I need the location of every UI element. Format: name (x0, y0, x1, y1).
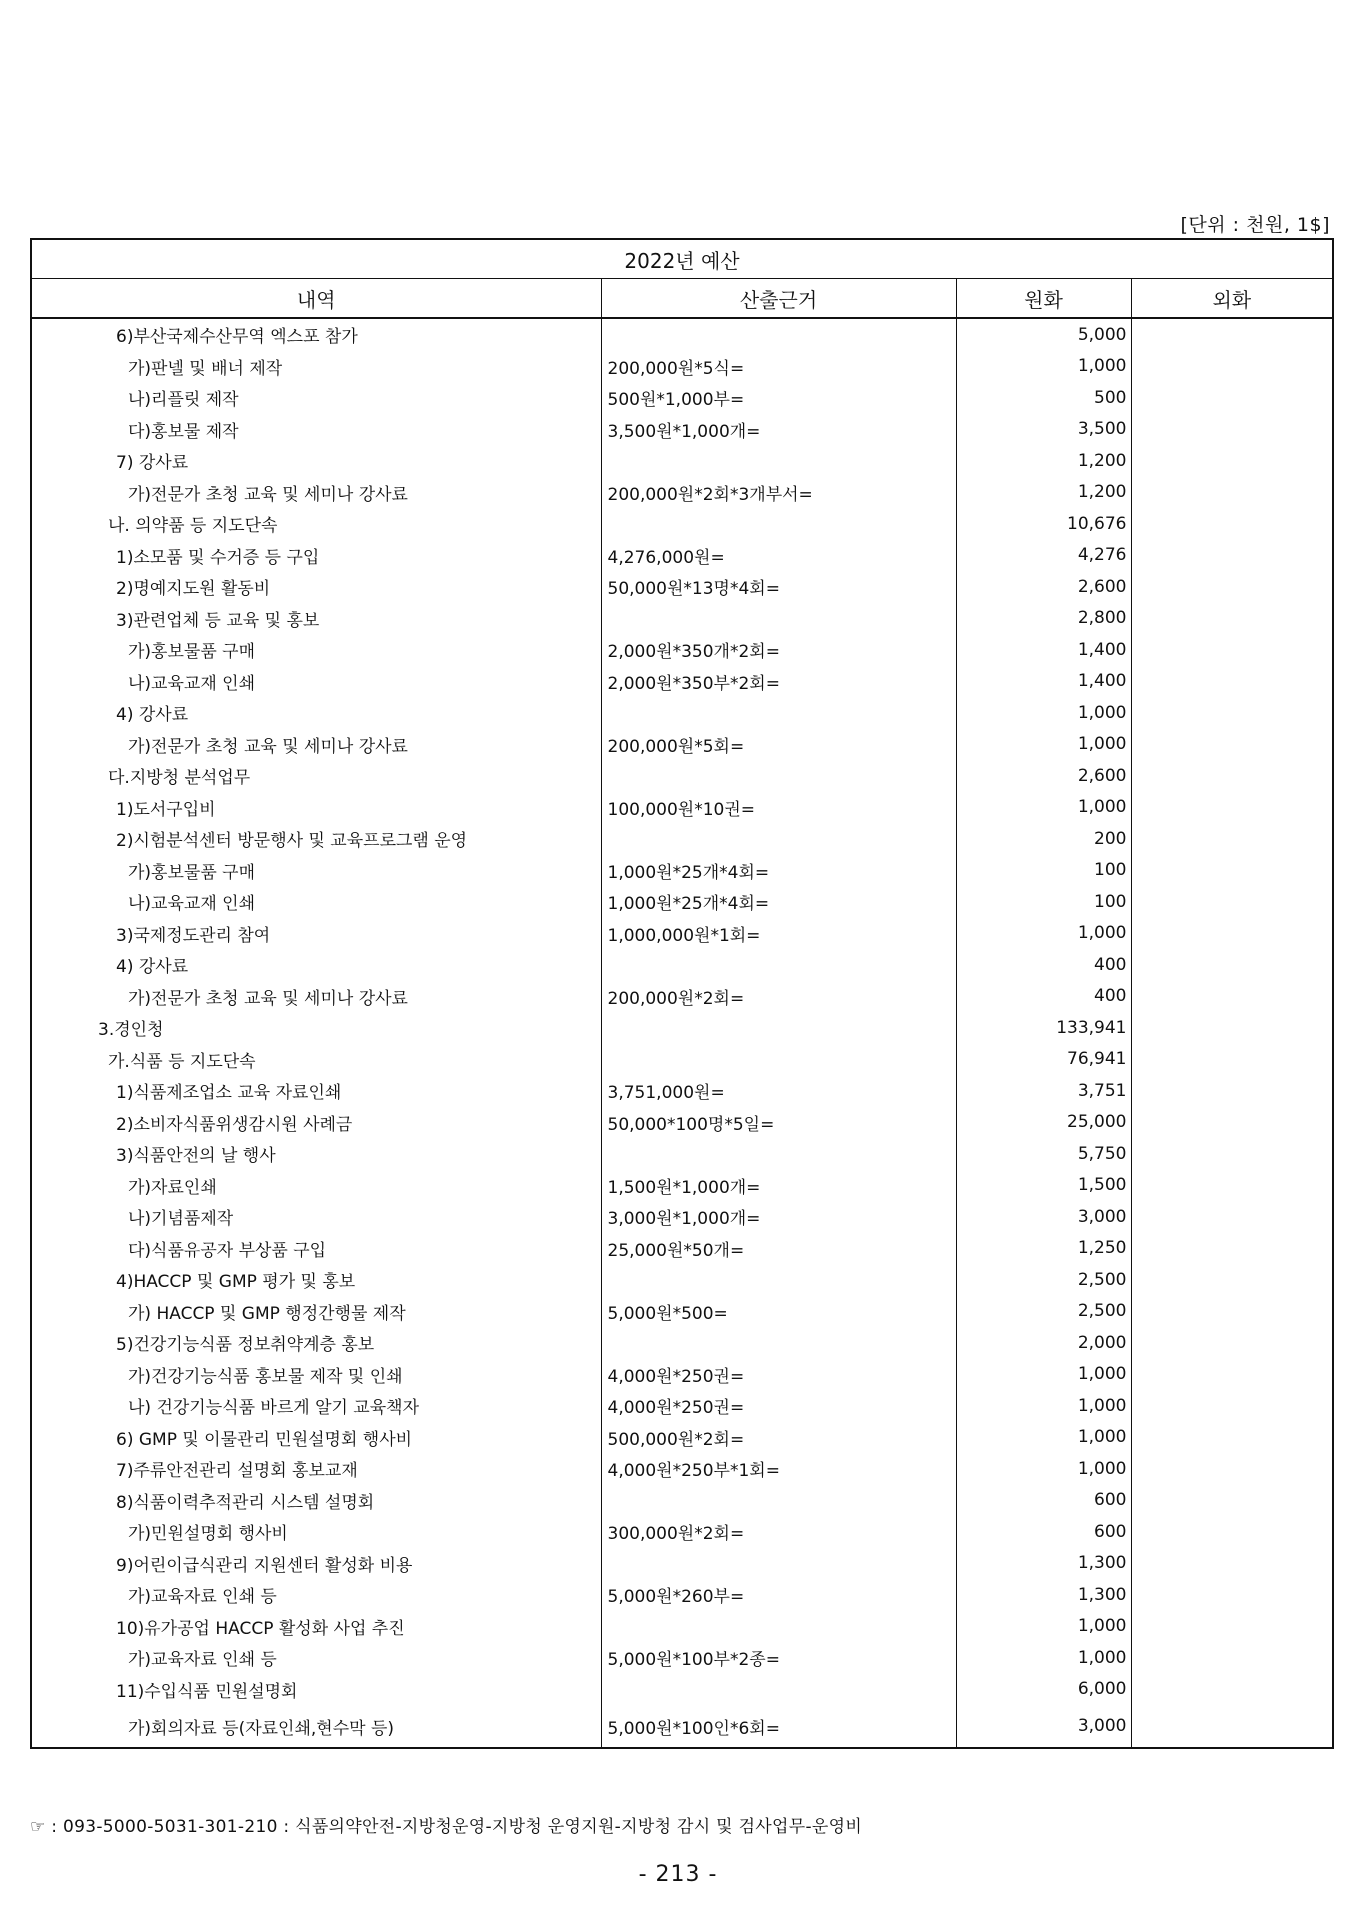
row-won-cell: 25,000 (956, 1107, 1131, 1139)
table-row (31, 1611, 1333, 1643)
column-header-foreign: 외화 (1131, 279, 1333, 319)
row-item-cell: 나)교육교재 인쇄 (31, 886, 601, 918)
row-basis-cell: 3,751,000원= (601, 1075, 956, 1107)
row-basis-cell: 5,000원*260부= (601, 1579, 956, 1611)
row-basis-cell (601, 1012, 956, 1044)
row-item-cell: 4)HACCP 및 GMP 평가 및 홍보 (31, 1264, 601, 1296)
table-row (31, 1296, 1333, 1328)
row-item-cell: 6)부산국제수산무역 엑스포 참가 (31, 318, 601, 351)
table-row (31, 949, 1333, 981)
row-won-cell: 1,000 (956, 697, 1131, 729)
row-foreign-cell (1131, 477, 1333, 509)
row-item-cell: 1)도서구입비 (31, 792, 601, 824)
row-won-cell: 1,000 (956, 1453, 1131, 1485)
row-won-cell: 1,200 (956, 477, 1131, 509)
table-row (31, 414, 1333, 446)
table-row (31, 1201, 1333, 1233)
table-row (31, 1012, 1333, 1044)
row-foreign-cell (1131, 1516, 1333, 1548)
row-item-cell: 3)국제정도관리 참여 (31, 918, 601, 950)
row-won-cell: 1,000 (956, 1611, 1131, 1643)
table-row (31, 1453, 1333, 1485)
table-row (31, 823, 1333, 855)
row-item-cell: 다)식품유공자 부상품 구입 (31, 1233, 601, 1265)
table-row (31, 351, 1333, 383)
row-basis-cell (601, 318, 956, 351)
row-basis-cell (601, 1327, 956, 1359)
row-basis-cell: 50,000*100명*5일= (601, 1107, 956, 1139)
row-basis-cell: 4,000원*250권= (601, 1390, 956, 1422)
row-won-cell: 200 (956, 823, 1131, 855)
row-item-cell: 10)유가공업 HACCP 활성화 사업 추진 (31, 1611, 601, 1643)
row-basis-cell: 200,000원*5식= (601, 351, 956, 383)
row-basis-cell (601, 508, 956, 540)
row-won-cell: 5,000 (956, 318, 1131, 351)
row-basis-cell (601, 760, 956, 792)
table-row (31, 1138, 1333, 1170)
row-won-cell: 1,000 (956, 792, 1131, 824)
row-foreign-cell (1131, 1233, 1333, 1265)
table-row (31, 1516, 1333, 1548)
table-row (31, 1107, 1333, 1139)
row-foreign-cell (1131, 981, 1333, 1013)
row-basis-cell: 1,000원*25개*4회= (601, 886, 956, 918)
row-won-cell: 3,000 (956, 1705, 1131, 1748)
row-foreign-cell (1131, 414, 1333, 446)
row-won-cell: 400 (956, 981, 1131, 1013)
row-won-cell: 3,500 (956, 414, 1131, 446)
row-item-cell: 가)교육자료 인쇄 등 (31, 1642, 601, 1674)
row-basis-cell: 1,500원*1,000개= (601, 1170, 956, 1202)
row-won-cell: 600 (956, 1516, 1131, 1548)
row-basis-cell (601, 1674, 956, 1706)
row-basis-cell: 1,000원*25개*4회= (601, 855, 956, 887)
table-row (31, 508, 1333, 540)
row-foreign-cell (1131, 1138, 1333, 1170)
column-header-won: 원화 (956, 279, 1131, 319)
row-foreign-cell (1131, 949, 1333, 981)
row-item-cell: 2)시험분석센터 방문행사 및 교육프로그램 운영 (31, 823, 601, 855)
table-row (31, 1327, 1333, 1359)
row-basis-cell: 5,000원*500= (601, 1296, 956, 1328)
row-item-cell: 나) 건강기능식품 바르게 알기 교육책자 (31, 1390, 601, 1422)
row-item-cell: 3.경인청 (31, 1012, 601, 1044)
row-foreign-cell (1131, 1296, 1333, 1328)
table-row (31, 760, 1333, 792)
table-row (31, 1390, 1333, 1422)
row-won-cell: 500 (956, 382, 1131, 414)
row-basis-cell: 5,000원*100인*6회= (601, 1705, 956, 1748)
row-foreign-cell (1131, 1453, 1333, 1485)
row-foreign-cell (1131, 382, 1333, 414)
row-foreign-cell (1131, 1548, 1333, 1580)
row-foreign-cell (1131, 634, 1333, 666)
row-basis-cell: 2,000원*350부*2회= (601, 666, 956, 698)
table-row (31, 1170, 1333, 1202)
row-item-cell: 가) HACCP 및 GMP 행정간행물 제작 (31, 1296, 601, 1328)
row-won-cell: 400 (956, 949, 1131, 981)
table-row (31, 1264, 1333, 1296)
table-row (31, 1075, 1333, 1107)
budget-table (30, 238, 1334, 1749)
table-row (31, 445, 1333, 477)
row-foreign-cell (1131, 351, 1333, 383)
table-row (31, 1705, 1333, 1748)
table-row (31, 981, 1333, 1013)
row-foreign-cell (1131, 1107, 1333, 1139)
row-won-cell: 1,000 (956, 918, 1131, 950)
row-foreign-cell (1131, 603, 1333, 635)
row-won-cell: 1,000 (956, 1422, 1131, 1454)
table-row (31, 1485, 1333, 1517)
row-foreign-cell (1131, 729, 1333, 761)
row-foreign-cell (1131, 508, 1333, 540)
row-item-cell: 4) 강사료 (31, 949, 601, 981)
row-item-cell: 나)교육교재 인쇄 (31, 666, 601, 698)
row-item-cell: 3)식품안전의 날 행사 (31, 1138, 601, 1170)
table-row (31, 318, 1333, 351)
row-foreign-cell (1131, 1264, 1333, 1296)
row-won-cell: 1,500 (956, 1170, 1131, 1202)
row-won-cell: 600 (956, 1485, 1131, 1517)
row-item-cell: 7)주류안전관리 설명회 홍보교재 (31, 1453, 601, 1485)
row-foreign-cell (1131, 855, 1333, 887)
table-row (31, 1548, 1333, 1580)
row-won-cell: 1,300 (956, 1579, 1131, 1611)
row-basis-cell: 3,000원*1,000개= (601, 1201, 956, 1233)
table-row (31, 855, 1333, 887)
table-row (31, 634, 1333, 666)
row-basis-cell (601, 1548, 956, 1580)
row-item-cell: 가)판넬 및 배너 제작 (31, 351, 601, 383)
table-row (31, 1359, 1333, 1391)
row-foreign-cell (1131, 1485, 1333, 1517)
row-item-cell: 가)전문가 초청 교육 및 세미나 강사료 (31, 729, 601, 761)
column-header-item: 내역 (31, 279, 601, 319)
row-won-cell: 2,500 (956, 1296, 1131, 1328)
footnote: ☞ : 093-5000-5031-301-210 : 식품의약안전-지방청운영-지방청 운영지원-지방청 감시 및 검사업무-운영비 (30, 1817, 863, 1837)
table-row (31, 729, 1333, 761)
row-basis-cell: 3,500원*1,000개= (601, 414, 956, 446)
table-row (31, 886, 1333, 918)
row-won-cell: 1,400 (956, 634, 1131, 666)
row-item-cell: 가)회의자료 등(자료인쇄,현수막 등) (31, 1705, 601, 1748)
row-item-cell: 11)수입식품 민원설명회 (31, 1674, 601, 1706)
row-item-cell: 7) 강사료 (31, 445, 601, 477)
row-won-cell: 3,751 (956, 1075, 1131, 1107)
table-body (31, 318, 1333, 1748)
row-won-cell: 10,676 (956, 508, 1131, 540)
row-item-cell: 가)홍보물품 구매 (31, 634, 601, 666)
row-basis-cell: 100,000원*10권= (601, 792, 956, 824)
row-basis-cell: 2,000원*350개*2회= (601, 634, 956, 666)
row-foreign-cell (1131, 540, 1333, 572)
row-basis-cell: 4,000원*250권= (601, 1359, 956, 1391)
row-foreign-cell (1131, 571, 1333, 603)
row-won-cell: 4,276 (956, 540, 1131, 572)
row-item-cell: 1)식품제조업소 교육 자료인쇄 (31, 1075, 601, 1107)
row-basis-cell (601, 697, 956, 729)
row-basis-cell: 50,000원*13명*4회= (601, 571, 956, 603)
row-won-cell: 3,000 (956, 1201, 1131, 1233)
row-won-cell: 1,000 (956, 351, 1131, 383)
row-item-cell: 1)소모품 및 수거증 등 구입 (31, 540, 601, 572)
row-won-cell: 2,600 (956, 760, 1131, 792)
row-item-cell: 다)홍보물 제작 (31, 414, 601, 446)
row-basis-cell (601, 1264, 956, 1296)
row-foreign-cell (1131, 1075, 1333, 1107)
row-won-cell: 76,941 (956, 1044, 1131, 1076)
row-won-cell: 1,000 (956, 729, 1131, 761)
row-foreign-cell (1131, 823, 1333, 855)
row-won-cell: 1,000 (956, 1642, 1131, 1674)
row-basis-cell: 500원*1,000부= (601, 382, 956, 414)
row-item-cell: 가)홍보물품 구매 (31, 855, 601, 887)
row-basis-cell (601, 1611, 956, 1643)
row-item-cell: 다.지방청 분석업무 (31, 760, 601, 792)
row-foreign-cell (1131, 1642, 1333, 1674)
row-item-cell: 8)식품이력추적관리 시스템 설명회 (31, 1485, 601, 1517)
row-basis-cell: 4,000원*250부*1회= (601, 1453, 956, 1485)
unit-label: [단위 : 천원, 1$] (1180, 214, 1330, 236)
row-won-cell: 100 (956, 855, 1131, 887)
row-basis-cell (601, 1138, 956, 1170)
row-won-cell: 133,941 (956, 1012, 1131, 1044)
row-foreign-cell (1131, 666, 1333, 698)
row-foreign-cell (1131, 760, 1333, 792)
row-basis-cell: 300,000원*2회= (601, 1516, 956, 1548)
row-foreign-cell (1131, 1422, 1333, 1454)
row-item-cell: 2)소비자식품위생감시원 사례금 (31, 1107, 601, 1139)
row-won-cell: 6,000 (956, 1674, 1131, 1706)
row-won-cell: 1,000 (956, 1359, 1131, 1391)
row-item-cell: 2)명예지도원 활동비 (31, 571, 601, 603)
row-won-cell: 2,500 (956, 1264, 1131, 1296)
row-item-cell: 나. 의약품 등 지도단속 (31, 508, 601, 540)
row-item-cell: 6) GMP 및 이물관리 민원설명회 행사비 (31, 1422, 601, 1454)
row-item-cell: 가)교육자료 인쇄 등 (31, 1579, 601, 1611)
row-foreign-cell (1131, 1579, 1333, 1611)
row-basis-cell (601, 1485, 956, 1517)
row-won-cell: 1,250 (956, 1233, 1131, 1265)
row-won-cell: 100 (956, 886, 1131, 918)
table-row (31, 918, 1333, 950)
table-row (31, 1422, 1333, 1454)
row-foreign-cell (1131, 1044, 1333, 1076)
row-item-cell: 가)민원설명회 행사비 (31, 1516, 601, 1548)
table-row (31, 1579, 1333, 1611)
row-won-cell: 1,300 (956, 1548, 1131, 1580)
row-basis-cell: 200,000원*2회*3개부서= (601, 477, 956, 509)
table-row (31, 1642, 1333, 1674)
row-basis-cell: 5,000원*100부*2종= (601, 1642, 956, 1674)
table-row (31, 1044, 1333, 1076)
row-won-cell: 2,000 (956, 1327, 1131, 1359)
row-foreign-cell (1131, 1705, 1333, 1748)
page-number: - 213 - (638, 1862, 718, 1887)
row-item-cell: 나)리플릿 제작 (31, 382, 601, 414)
table-row (31, 1233, 1333, 1265)
row-foreign-cell (1131, 1170, 1333, 1202)
row-foreign-cell (1131, 1012, 1333, 1044)
row-won-cell: 1,000 (956, 1390, 1131, 1422)
row-basis-cell: 500,000원*2회= (601, 1422, 956, 1454)
row-foreign-cell (1131, 886, 1333, 918)
row-item-cell: 나)기념품제작 (31, 1201, 601, 1233)
table-row (31, 382, 1333, 414)
table-row (31, 477, 1333, 509)
row-item-cell: 5)건강기능식품 정보취약계층 홍보 (31, 1327, 601, 1359)
row-won-cell: 5,750 (956, 1138, 1131, 1170)
table-row (31, 571, 1333, 603)
row-foreign-cell (1131, 1359, 1333, 1391)
row-basis-cell: 25,000원*50개= (601, 1233, 956, 1265)
table-row (31, 666, 1333, 698)
row-foreign-cell (1131, 1674, 1333, 1706)
row-basis-cell: 4,276,000원= (601, 540, 956, 572)
table-row (31, 540, 1333, 572)
row-foreign-cell (1131, 1327, 1333, 1359)
row-won-cell: 2,800 (956, 603, 1131, 635)
row-won-cell: 1,200 (956, 445, 1131, 477)
row-item-cell: 가)전문가 초청 교육 및 세미나 강사료 (31, 981, 601, 1013)
row-item-cell: 9)어린이급식관리 지원센터 활성화 비용 (31, 1548, 601, 1580)
table-row (31, 1674, 1333, 1706)
row-foreign-cell (1131, 792, 1333, 824)
row-item-cell: 가)전문가 초청 교육 및 세미나 강사료 (31, 477, 601, 509)
row-basis-cell (601, 445, 956, 477)
table-row (31, 603, 1333, 635)
row-item-cell: 가.식품 등 지도단속 (31, 1044, 601, 1076)
row-won-cell: 1,400 (956, 666, 1131, 698)
row-foreign-cell (1131, 697, 1333, 729)
table-row (31, 792, 1333, 824)
row-won-cell: 2,600 (956, 571, 1131, 603)
row-basis-cell: 1,000,000원*1회= (601, 918, 956, 950)
column-header-basis: 산출근거 (601, 279, 956, 319)
row-basis-cell (601, 949, 956, 981)
row-item-cell: 가)자료인쇄 (31, 1170, 601, 1202)
row-item-cell: 4) 강사료 (31, 697, 601, 729)
row-foreign-cell (1131, 445, 1333, 477)
row-foreign-cell (1131, 1390, 1333, 1422)
row-basis-cell (601, 823, 956, 855)
table-row (31, 697, 1333, 729)
row-basis-cell: 200,000원*5회= (601, 729, 956, 761)
row-item-cell: 3)관련업체 등 교육 및 홍보 (31, 603, 601, 635)
row-foreign-cell (1131, 1201, 1333, 1233)
row-foreign-cell (1131, 918, 1333, 950)
row-foreign-cell (1131, 1611, 1333, 1643)
row-basis-cell (601, 603, 956, 635)
row-item-cell: 가)건강기능식품 홍보물 제작 및 인쇄 (31, 1359, 601, 1391)
row-basis-cell (601, 1044, 956, 1076)
row-foreign-cell (1131, 318, 1333, 351)
table-title: 2022년 예산 (31, 239, 1333, 279)
row-basis-cell: 200,000원*2회= (601, 981, 956, 1013)
